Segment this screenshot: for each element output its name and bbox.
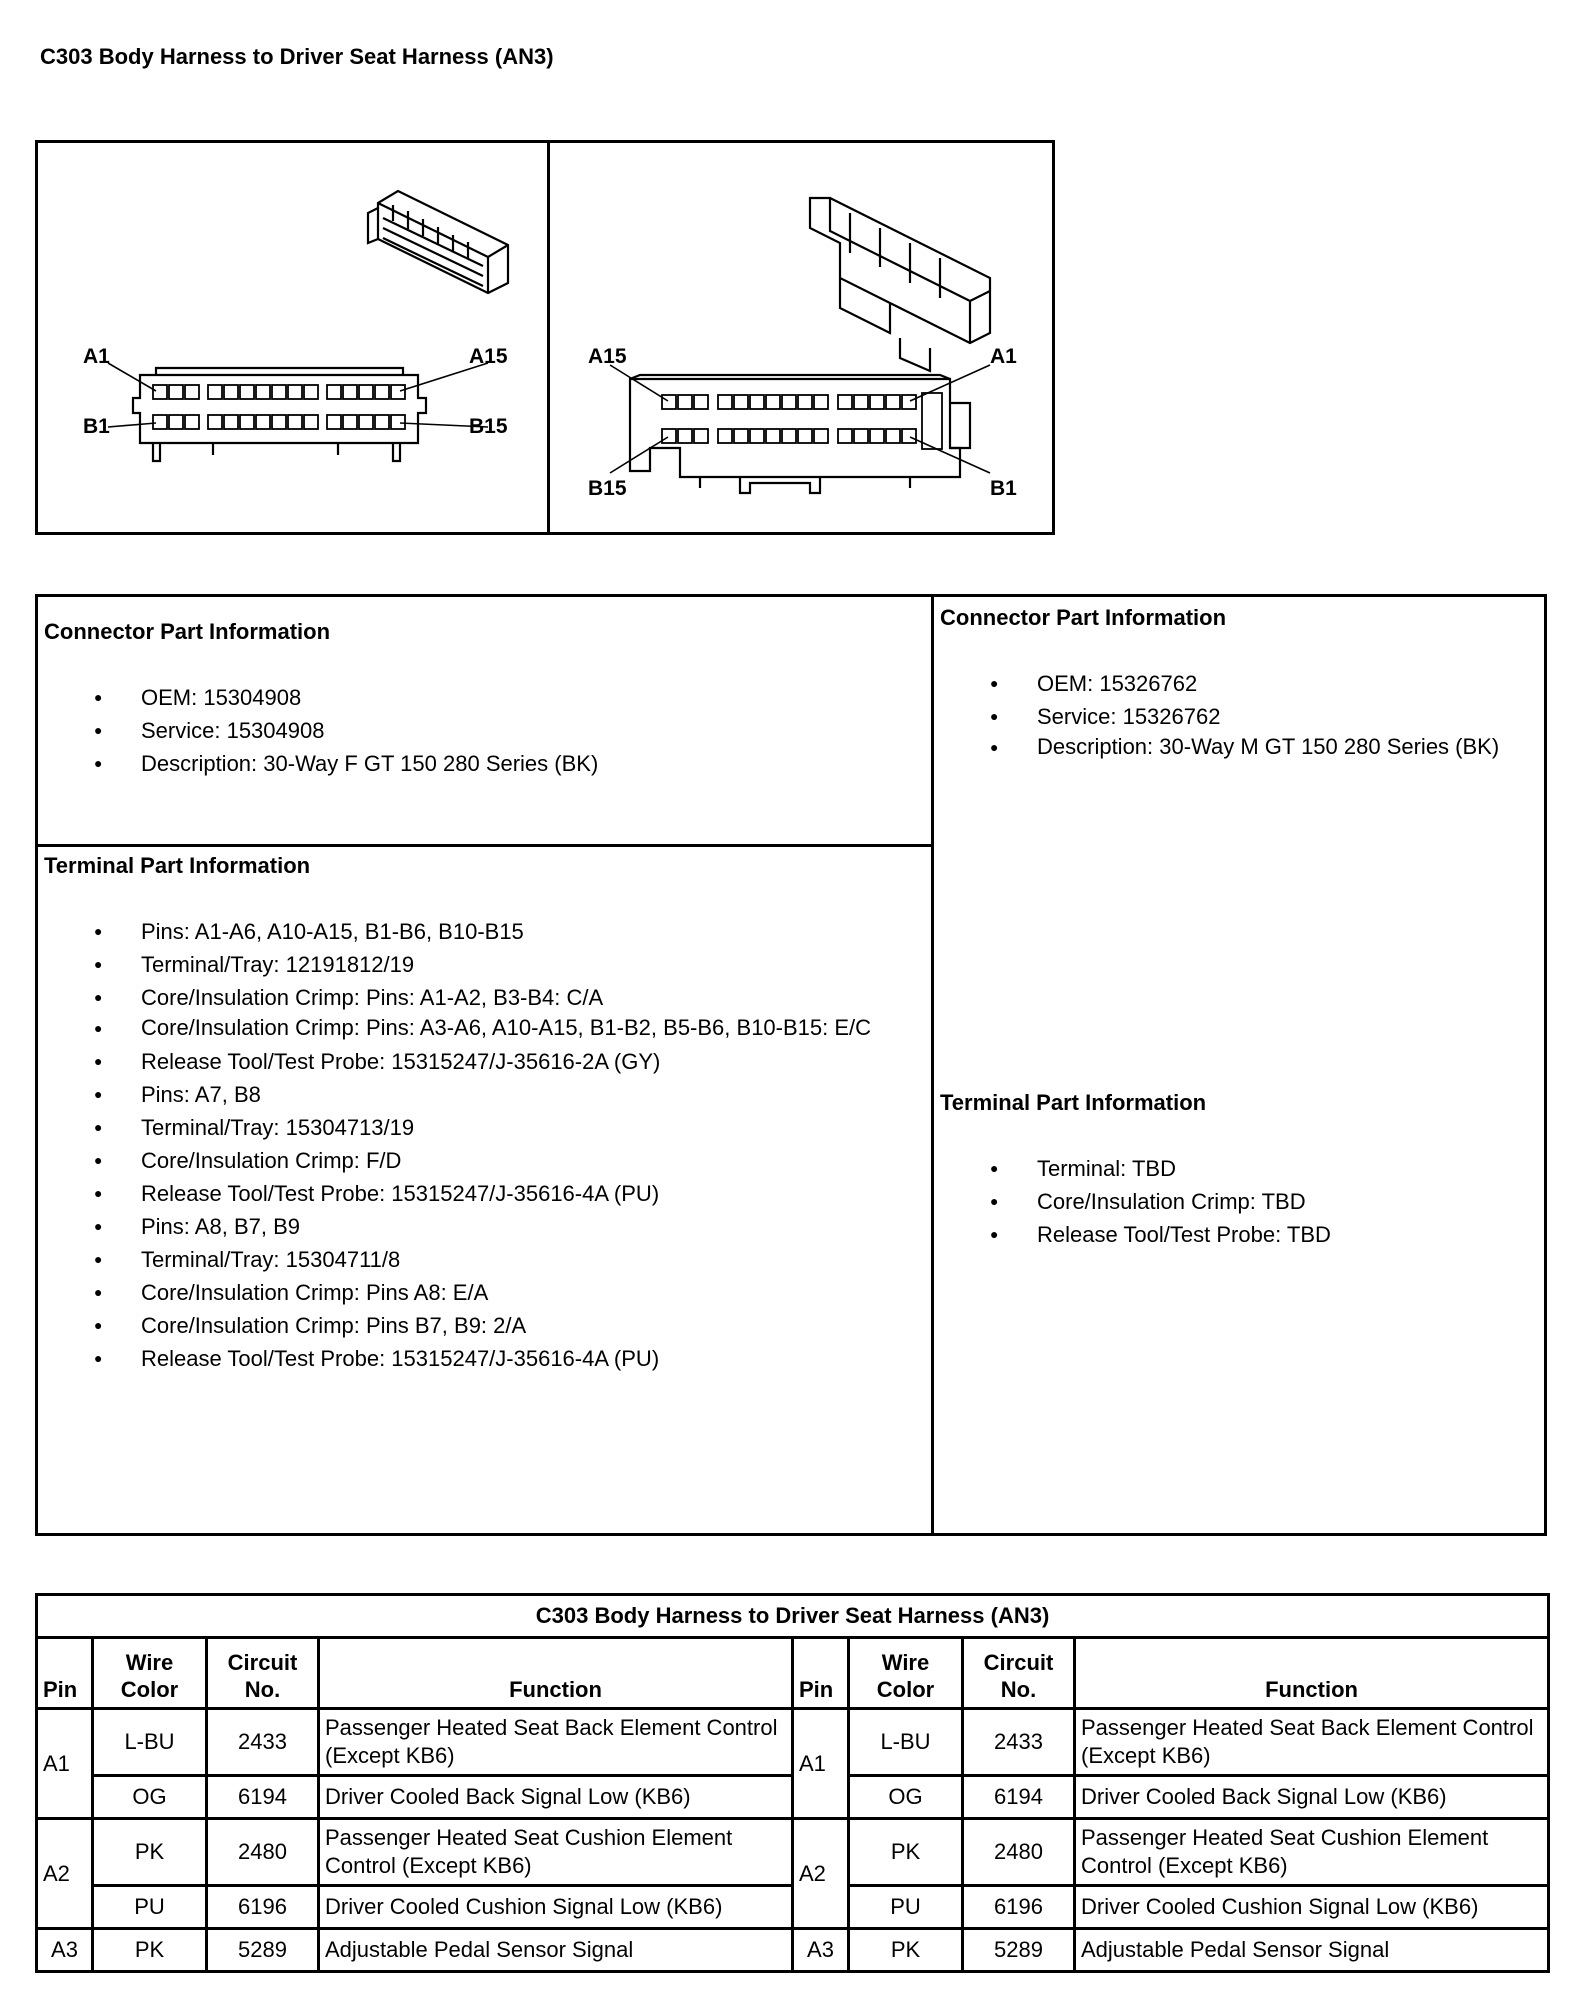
pin-cell: A2	[793, 1819, 849, 1929]
table-row	[37, 1819, 1549, 1886]
header-function: Function	[1075, 1638, 1549, 1709]
header-pin: Pin	[37, 1638, 93, 1709]
terminal-group-1	[44, 915, 928, 1078]
header-wire-color: Wire Color	[93, 1638, 207, 1709]
male-connector-illustration	[550, 143, 1059, 532]
pin-cell: A2	[37, 1819, 93, 1929]
pin-cell: A1	[793, 1709, 849, 1819]
wire-color-cell: PK	[93, 1929, 207, 1972]
function-cell: Passenger Heated Seat Back Element Control (Except KB6)	[319, 1709, 793, 1776]
circuit-cell: 2480	[207, 1819, 319, 1886]
right-terminal-info	[940, 1090, 1540, 1251]
label-b1-right: B1	[990, 477, 1017, 500]
male-connector-face-view	[630, 375, 970, 493]
label-a1-left: A1	[83, 345, 110, 368]
wire-color-cell: PK	[849, 1929, 963, 1972]
label-a15-right: A15	[588, 345, 627, 368]
circuit-cell: 6196	[207, 1886, 319, 1929]
list-item: ● Core/Insulation Crimp: Pins A8: E/A	[44, 1276, 928, 1309]
part-info-divider-vertical	[931, 597, 934, 1533]
list-item: ● Description: 30-Way M GT 150 280 Series (BK)	[940, 733, 1540, 761]
list-item: ● Core/Insulation Crimp: Pins B7, B9: 2/A	[44, 1309, 928, 1342]
male-cavities	[662, 393, 942, 449]
female-leader-lines	[108, 363, 488, 427]
function-cell: Adjustable Pedal Sensor Signal	[1075, 1929, 1549, 1972]
list-item: ● Pins: A7, B8	[44, 1078, 928, 1111]
list-item: ● Description: 30-Way F GT 150 280 Series (BK)	[44, 747, 924, 780]
pinout-title: C303 Body Harness to Driver Seat Harness (AN3)	[37, 1595, 1549, 1638]
wire-color-cell: OG	[93, 1776, 207, 1819]
circuit-cell: 6196	[963, 1886, 1075, 1929]
pin-cell: A3	[37, 1929, 93, 1972]
male-leader-lines	[610, 365, 990, 473]
header-circuit: Circuit No.	[207, 1638, 319, 1709]
wire-color-cell: PU	[849, 1886, 963, 1929]
pin-cell: A3	[793, 1929, 849, 1972]
table-row	[37, 1929, 1549, 1972]
list-item: ● Pins: A8, B7, B9	[44, 1210, 928, 1243]
right-connector-info	[940, 605, 1540, 761]
wire-color-cell: L-BU	[93, 1709, 207, 1776]
function-cell: Driver Cooled Cushion Signal Low (KB6)	[1075, 1886, 1549, 1929]
right-connector-heading: Connector Part Information	[940, 605, 1227, 630]
label-b15-right: B15	[588, 477, 627, 500]
female-connector-illustration	[38, 143, 547, 532]
right-connector-list	[940, 667, 1540, 761]
circuit-cell: 6194	[963, 1776, 1075, 1819]
list-item: ● Core/Insulation Crimp: TBD	[940, 1185, 1540, 1218]
list-item: ● OEM: 15304908	[44, 681, 924, 714]
list-item: ● Terminal/Tray: 15304711/8	[44, 1243, 928, 1276]
wire-color-cell: OG	[849, 1776, 963, 1819]
label-a15-left: A15	[469, 345, 508, 368]
circuit-cell: 5289	[963, 1929, 1075, 1972]
wire-color-cell: PK	[849, 1819, 963, 1886]
page-title: C303 Body Harness to Driver Seat Harness (AN3)	[40, 44, 554, 69]
label-b15-left: B15	[469, 415, 508, 438]
function-cell: Driver Cooled Back Signal Low (KB6)	[1075, 1776, 1549, 1819]
list-item: ● Terminal/Tray: 15304713/19	[44, 1111, 928, 1144]
circuit-cell: 2433	[207, 1709, 319, 1776]
function-cell: Driver Cooled Back Signal Low (KB6)	[319, 1776, 793, 1819]
list-item: ● OEM: 15326762	[940, 667, 1540, 700]
function-cell: Adjustable Pedal Sensor Signal	[319, 1929, 793, 1972]
wire-color-cell: PU	[93, 1886, 207, 1929]
list-item: ● Terminal/Tray: 12191812/19	[44, 948, 928, 981]
connector-figure	[35, 140, 1055, 535]
left-terminal-heading: Terminal Part Information	[44, 853, 311, 878]
function-cell: Passenger Heated Seat Back Element Control (Except KB6)	[1075, 1709, 1549, 1776]
list-item: ● Service: 15326762	[940, 700, 1540, 733]
list-item: ● Pins: A1-A6, A10-A15, B1-B6, B10-B15	[44, 915, 928, 948]
part-info-divider-horizontal	[38, 844, 931, 847]
pin-cell: A1	[37, 1709, 93, 1819]
terminal-group-3	[44, 1210, 928, 1375]
female-connector-iso-view	[368, 191, 508, 293]
list-item: ● Release Tool/Test Probe: 15315247/J-35616-4A (PU)	[44, 1177, 928, 1210]
circuit-cell: 2433	[963, 1709, 1075, 1776]
list-item: ● Terminal: TBD	[940, 1152, 1540, 1185]
wire-color-cell: L-BU	[849, 1709, 963, 1776]
table-row	[37, 1709, 1549, 1776]
left-connector-list	[44, 681, 924, 780]
list-item: ● Service: 15304908	[44, 714, 924, 747]
label-b1-left: B1	[83, 415, 110, 438]
list-item: ● Core/Insulation Crimp: F/D	[44, 1144, 928, 1177]
list-item: ● Release Tool/Test Probe: TBD	[940, 1218, 1540, 1251]
circuit-cell: 6194	[207, 1776, 319, 1819]
function-cell: Passenger Heated Seat Cushion Element Control (Except KB6)	[319, 1819, 793, 1886]
pinout-table	[35, 1593, 1550, 1973]
list-item: ● Release Tool/Test Probe: 15315247/J-35616-4A (PU)	[44, 1342, 928, 1375]
header-pin: Pin	[793, 1638, 849, 1709]
list-item: ● Release Tool/Test Probe: 15315247/J-35616-2A (GY)	[44, 1045, 928, 1078]
wire-color-cell: PK	[93, 1819, 207, 1886]
right-terminal-heading: Terminal Part Information	[940, 1090, 1207, 1115]
list-item: ● Core/Insulation Crimp: Pins: A1-A2, B3-B4: C/A	[44, 981, 928, 1014]
function-cell: Driver Cooled Cushion Signal Low (KB6)	[319, 1886, 793, 1929]
female-cavities	[153, 385, 405, 429]
header-wire-color: Wire Color	[849, 1638, 963, 1709]
header-function: Function	[319, 1638, 793, 1709]
left-connector-info	[44, 619, 924, 780]
circuit-cell: 5289	[207, 1929, 319, 1972]
function-cell: Passenger Heated Seat Cushion Element Control (Except KB6)	[1075, 1819, 1549, 1886]
part-information-table	[35, 594, 1547, 1536]
circuit-cell: 2480	[963, 1819, 1075, 1886]
male-connector-iso-view	[810, 198, 990, 371]
left-terminal-info	[44, 853, 928, 1375]
left-connector-heading: Connector Part Information	[44, 619, 331, 644]
right-terminal-list	[940, 1152, 1540, 1251]
list-item: ● Core/Insulation Crimp: Pins: A3-A6, A10-A15, B1-B2, B5-B6, B10-B15: E/C	[44, 1014, 928, 1042]
terminal-group-2	[44, 1078, 928, 1210]
header-circuit: Circuit No.	[963, 1638, 1075, 1709]
label-a1-right: A1	[990, 345, 1017, 368]
